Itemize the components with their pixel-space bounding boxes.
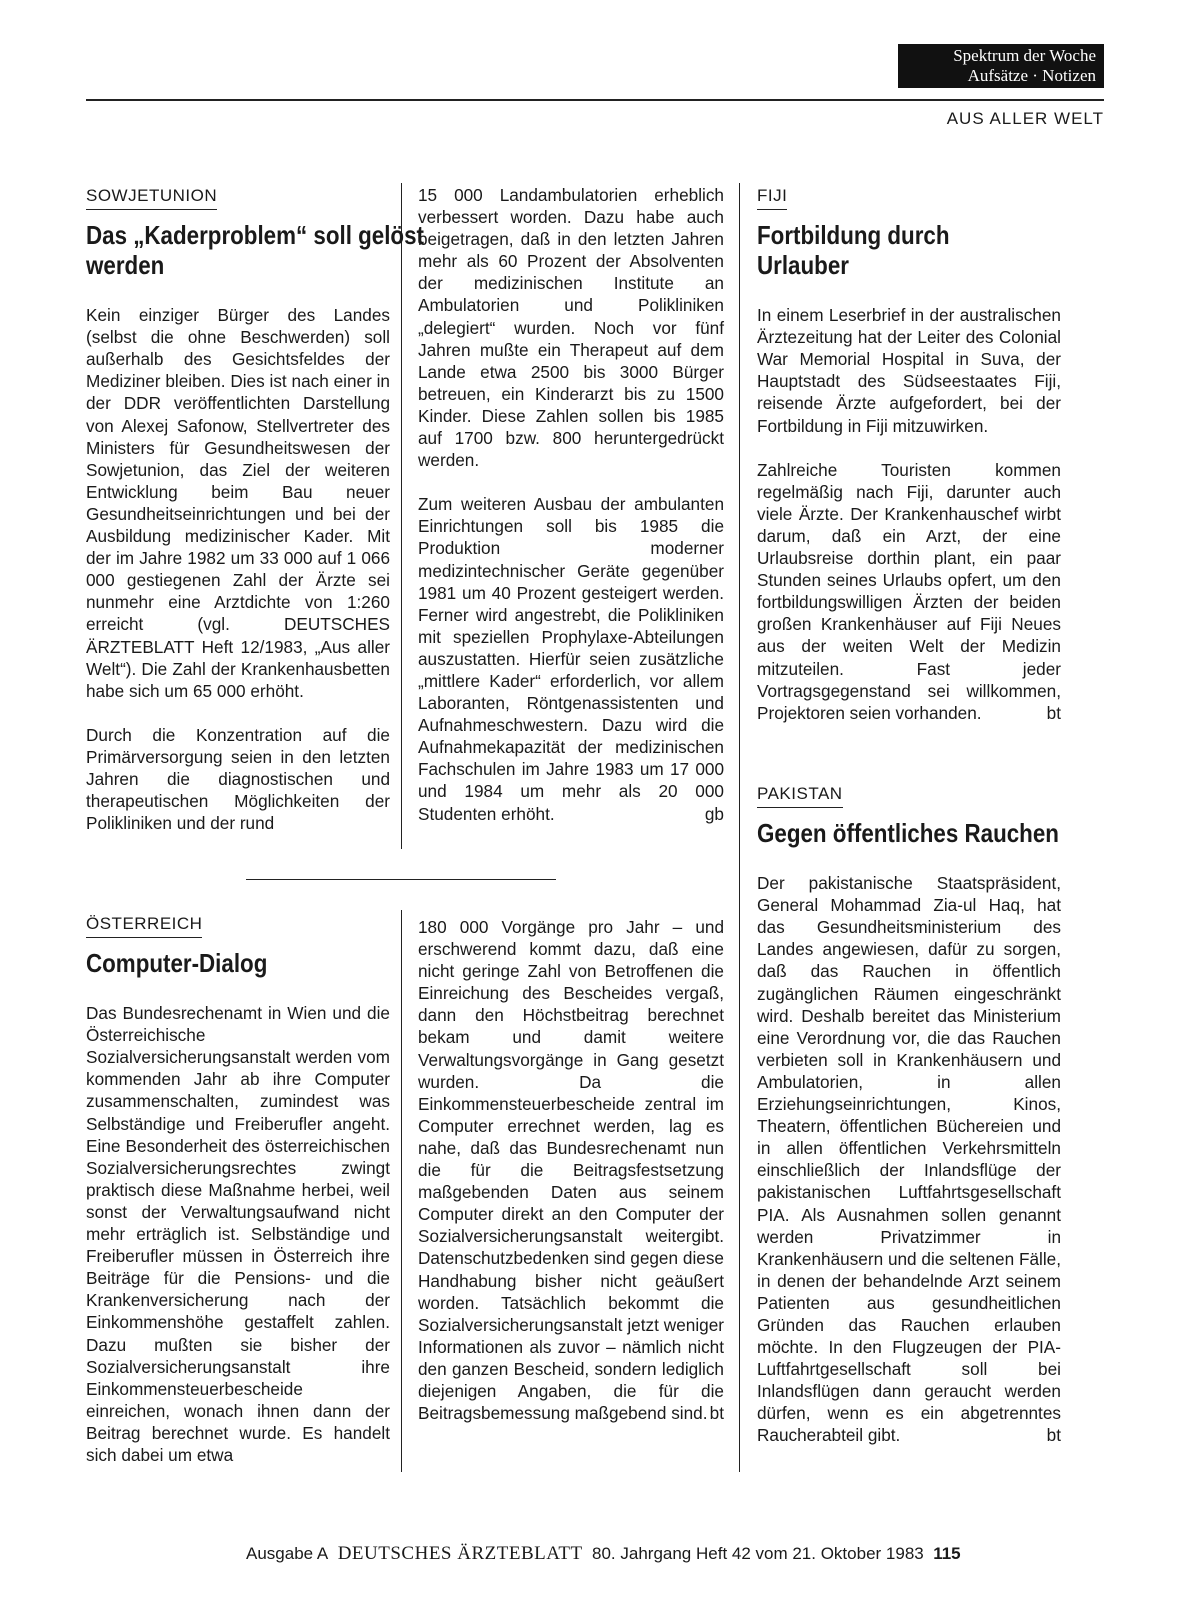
article-oesterreich-col2 <box>418 916 724 1446</box>
badge-line-2: Aufsätze · Notizen <box>967 66 1096 85</box>
article-kicker: FIJI <box>757 185 787 210</box>
page-footer <box>246 1543 961 1565</box>
article-headline: Fortbildung durch Urlauber <box>757 220 950 281</box>
badge-line-1: Spektrum der Woche <box>953 46 1096 65</box>
article-paragraph-with-signature <box>757 872 1061 1446</box>
section-badge <box>898 44 1104 88</box>
article-headline: Computer-Dialog <box>86 948 268 979</box>
article-paragraph: Durch die Konzentration auf die Primärversorgung seien in den letzten Jahren die diagnostischen und therapeutischen Möglichkeiten der Polikliniken und der rund <box>86 724 390 834</box>
article-sowjetunion-col1 <box>86 184 424 856</box>
column-divider-2-bottom <box>739 849 740 1472</box>
footer-issue: 80. Jahrgang Heft 42 vom 21. Oktober 1983 <box>592 1544 924 1563</box>
article-kicker: ÖSTERREICH <box>86 913 202 938</box>
article-paragraph: Zahlreiche Touristen kommen regelmäßig nach Fiji, darunter auch viele Ärzte. Der Krankenhauschef wirbt darum, daß ein Arzt, der eine Urlaubsreise dorthin plant, ein paar Stunden seines Urlaubs opfert, um den fortbildungswilligen Ärzten der beiden großen Krankenhäuser auf Fiji Neues aus der weiten Welt der Medizin mitzuteilen. Fast jeder Vortragsgegenstand sei willkommen, Projektoren seien vorhanden. <box>757 459 1061 723</box>
header-rule <box>86 99 1104 101</box>
article-paragraph-with-signature <box>757 459 1061 724</box>
article-kicker: PAKISTAN <box>757 783 843 808</box>
article-kicker: SOWJETUNION <box>86 185 217 210</box>
author-signature: gb <box>704 803 724 824</box>
article-fiji <box>757 184 1061 746</box>
footer-edition: Ausgabe A <box>246 1544 329 1563</box>
article-paragraph: 180 000 Vorgänge pro Jahr – und erschwerend kommt dazu, daß eine nicht geringe Zahl von Betroffenen die Einreichung des Bescheides vergaß, dann den Höchstbeitrag berechnet bekam und damit weitere Verwaltungsvorgänge in Gang gesetzt wurden. Da die Einkommensteuerbescheide zentral im Computer errechnet werden, lag es nahe, daß das Bundesrechenamt nun die für die Beitragsfestsetzung maßgebenden Daten aus seinem Computer direkt an den Computer der Sozialversicherungsanstalt weitergibt. Datenschutzbedenken sind gegen diese Handhabung bisher nicht geäußert worden. Tatsächlich bekommt die Sozialversicherungsanstalt jetzt weniger Informationen als zuvor – nämlich nicht den ganzen Bescheid, sondern lediglich diejenigen Angaben, die für die Beitragsbemessung maßgebend sind. <box>418 917 724 1424</box>
article-paragraph: Kein einziger Bürger des Landes (selbst die ohne Beschwerden) soll außerhalb des Gesichtsfeldes der Mediziner bleiben. Dies ist nach einer in der DDR veröffentlichten Darstellung von Alexej Safonow, Stellvertreter des Ministers für Gesundheitswesen der Sowjetunion, das Ziel der weiteren Entwicklung beim Bau neuer Gesundheitseinrichtungen und bei der Ausbildung medizinischer Kader. Mit der im Jahre 1982 um 33 000 auf 1 066 000 gestiegenen Zahl der Ärzte sei nunmehr eine Arztdichte von 1:260 erreicht (vgl. DEUTSCHES ÄRZTEBLATT Heft 12/1983, „Aus aller Welt“). Die Zahl der Krankenhausbetten habe sich um 65 000 erhöht. <box>86 305 390 701</box>
article-paragraph-with-signature <box>418 493 724 824</box>
author-signature: bt <box>1046 1425 1061 1446</box>
section-label: AUS ALLER WELT <box>946 109 1104 128</box>
article-paragraph: Der pakistanische Staatspräsident, General Mohammad Zia-ul Haq, hat das Gesundheitsministerium des Landes angewiesen, dafür zu sorgen, daß das Rauchen in öffentlich zugänglichen Räumen eingeschränkt wird. Deshalb bereitet das Ministerium eine Verordnung vor, die das Rauchen verbieten soll in Krankenhäusern und Ambulatorien, in allen Erziehungseinrichtungen, Kinos, Theatern, öffentlichen Büchereien und in allen öffentlichen Verkehrsmitteln einschließlich der Inlandsflüge der pakistanischen Luftfahrtsgesellschaft PIA. Als Ausnahmen sollen genannt werden Privatzimmer in Krankenhäusern und die seltenen Fälle, in denen der behandelnde Arzt seinem Patienten aus gesundheitlichen Gründen das Rauchen erlauben möchte. In den Flugzeugen der PIA-Luftfahrtgesellschaft soll bei Inlandsflügen dann geraucht werden dürfen, wenn es ein abgetrenntes Raucherabteil gibt. <box>757 873 1061 1446</box>
column-divider-1-bottom <box>401 910 402 1472</box>
author-signature: bt <box>1046 702 1061 723</box>
footer-journal: DEUTSCHES ÄRZTEBLATT <box>337 1543 583 1564</box>
author-signature: bt <box>709 1403 724 1424</box>
article-oesterreich-col1 <box>86 912 390 1488</box>
article-sowjetunion-col2 <box>418 184 724 847</box>
article-headline: Das „Kaderproblem“ soll gelöst werden <box>86 220 424 281</box>
column-divider-2-top <box>739 183 740 849</box>
article-paragraph: Zum weiteren Ausbau der ambulanten Einrichtungen soll bis 1985 die Produktion moderner medizintechnischer Geräte gegenüber 1981 um 40 Prozent gesteigert werden. Ferner wird angestrebt, die Polikliniken mit speziellen Prophylaxe-Abteilungen auszustatten. Hierfür seien zusätzliche „mittlere Kader“ erforderlich, vor allem Laboranten, Röntgenassistenten und Aufnahmeschwestern. Dazu wird die Aufnahmekapazität der medizinischen Fachschulen im Jahre 1983 um 17 000 und 1984 um mehr als 20 000 Studenten erhöht. <box>418 494 724 824</box>
article-headline: Gegen öffentliches Rauchen <box>757 818 1059 849</box>
article-paragraph-with-signature <box>418 916 724 1424</box>
article-pakistan <box>757 782 1061 1469</box>
article-paragraph: In einem Leserbrief in der australischen Ärztezeitung hat der Leiter des Colonial War Memorial Hospital in Suva, der Hauptstadt des Südseestaates Fiji, reisende Ärzte aufgefordert, bei der Fortbildung in Fiji mitzuwirken. <box>757 305 1061 436</box>
column-divider-1-top <box>401 183 402 849</box>
article-paragraph: Das Bundesrechenamt in Wien und die Österreichische Sozialversicherungsanstalt werden vom kommenden Jahr ab ihre Computer zusammenschalten, zumindest was Selbständige und Freiberufler angeht. Eine Besonderheit des österreichischen Sozialversicherungsrechtes zwingt praktisch diese Maßnahme herbei, weil sonst der Verwaltungsaufwand nicht mehr erträglich ist. Selbständige und Freiberufler müssen in Österreich ihre Beiträge für die Pensions- und die Krankenversicherung nach der Einkommenshöhe gestaffelt zahlen. Dazu mußten sie bisher der Sozialversicherungsanstalt ihre Einkommensteuerbescheide einreichen, wonach ihnen dann der Beitrag berechnet wurde. Es handelt sich dabei um etwa <box>86 1003 390 1465</box>
page-number: 115 <box>933 1544 961 1563</box>
article-divider <box>246 879 556 880</box>
article-paragraph: 15 000 Landambulatorien erheblich verbessert worden. Dazu habe auch beigetragen, daß in den letzten Jahren mehr als 60 Prozent der Absolventen der medizinischen Institute an Ambulatorien und Polikliniken „delegiert“ wurden. Noch vor fünf Jahren mußte ein Therapeut auf dem Lande etwa 2500 bis 3000 Bürger betreuen, ein Kinderarzt bis zu 1500 Kinder. Diese Zahlen sollen bis 1985 auf 1700 bzw. 800 heruntergedrückt werden. <box>418 185 724 471</box>
